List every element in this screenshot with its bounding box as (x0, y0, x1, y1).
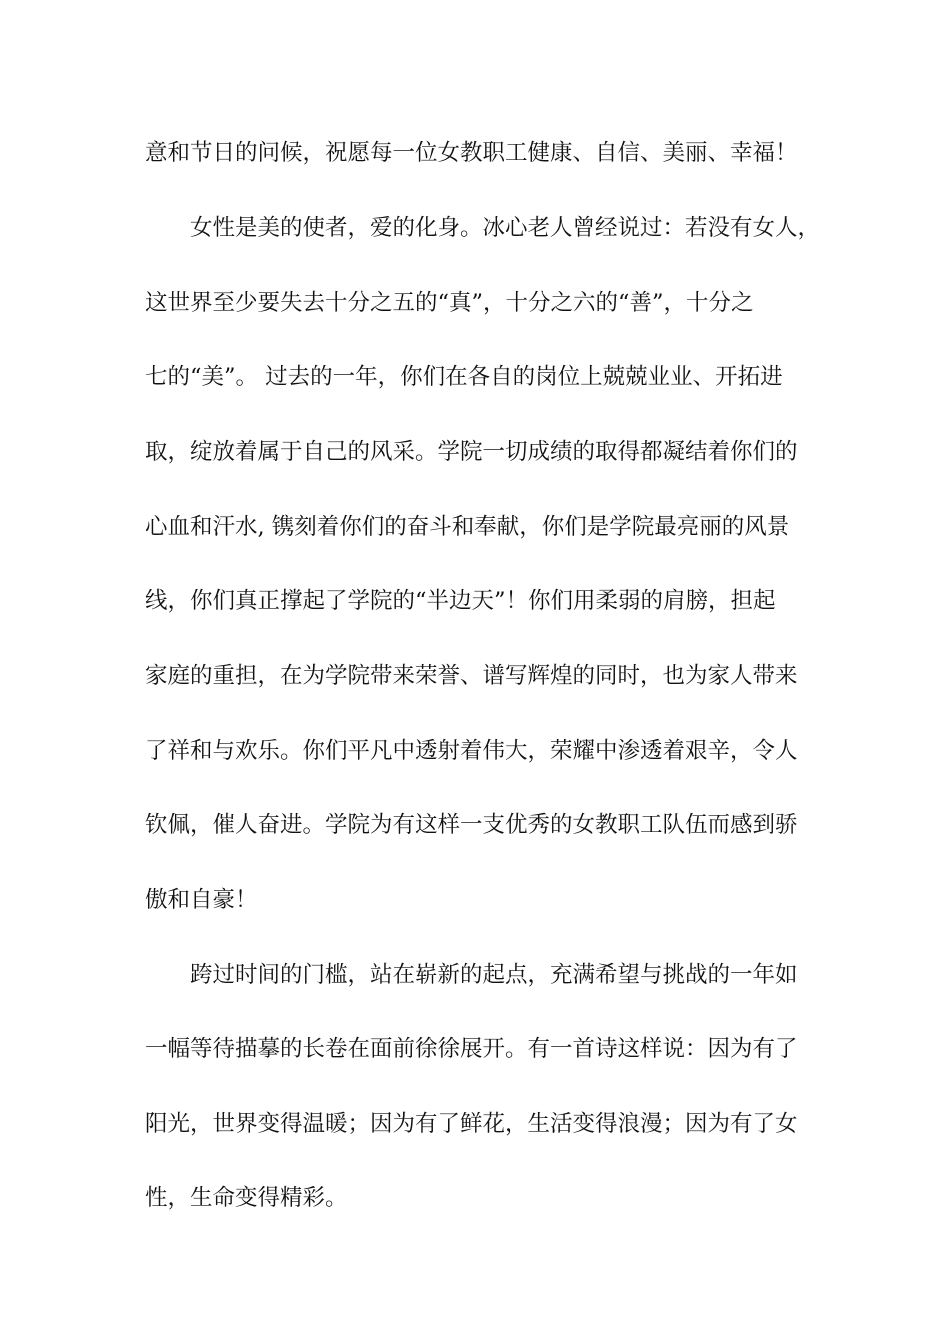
paragraph-line: 女性是美的使者，爱的化身。冰心老人曾经说过：若没有女人， (190, 215, 821, 241)
paragraph-line: 钦佩，催人奋进。学院为有这样一支优秀的女教职工队伍而感到骄 (145, 812, 798, 838)
paragraph-line: 家庭的重担，在为学院带来荣誉、谱写辉煌的同时，也为家人带来 (145, 663, 798, 689)
paragraph-line: 性，生命变得精彩。 (145, 1185, 348, 1211)
paragraph-line: 心血和汗水, 镌刻着你们的奋斗和奉献，你们是学院最亮丽的风景 (145, 514, 790, 540)
paragraph-line: 了祥和与欢乐。你们平凡中透射着伟大，荣耀中渗透着艰辛，令人 (145, 738, 798, 764)
paragraph-line: 阳光，世界变得温暖；因为有了鲜花，生活变得浪漫；因为有了女 (145, 1111, 798, 1137)
paragraph-line: 一幅等待描摹的长卷在面前徐徐展开。有一首诗这样说：因为有了 (145, 1036, 798, 1062)
paragraph-line: 七的“美”。 过去的一年，你们在各自的岗位上兢兢业业、开拓进 (145, 364, 783, 390)
paragraph-line: 取，绽放着属于自己的风采。学院一切成绩的取得都凝结着你们的 (145, 439, 798, 465)
paragraph-line: 线，你们真正撑起了学院的“半边天”！你们用柔弱的肩膀，担起 (145, 588, 776, 614)
paragraph-line: 意和节日的问候，祝愿每一位女教职工健康、自信、美丽、幸福！ (145, 140, 798, 166)
paragraph-line: 这世界至少要失去十分之五的“真”，十分之六的“善”，十分之 (145, 290, 754, 316)
paragraph-line: 傲和自豪！ (145, 887, 258, 913)
paragraph-line: 跨过时间的门槛，站在崭新的起点，充满希望与挑战的一年如 (190, 962, 798, 988)
